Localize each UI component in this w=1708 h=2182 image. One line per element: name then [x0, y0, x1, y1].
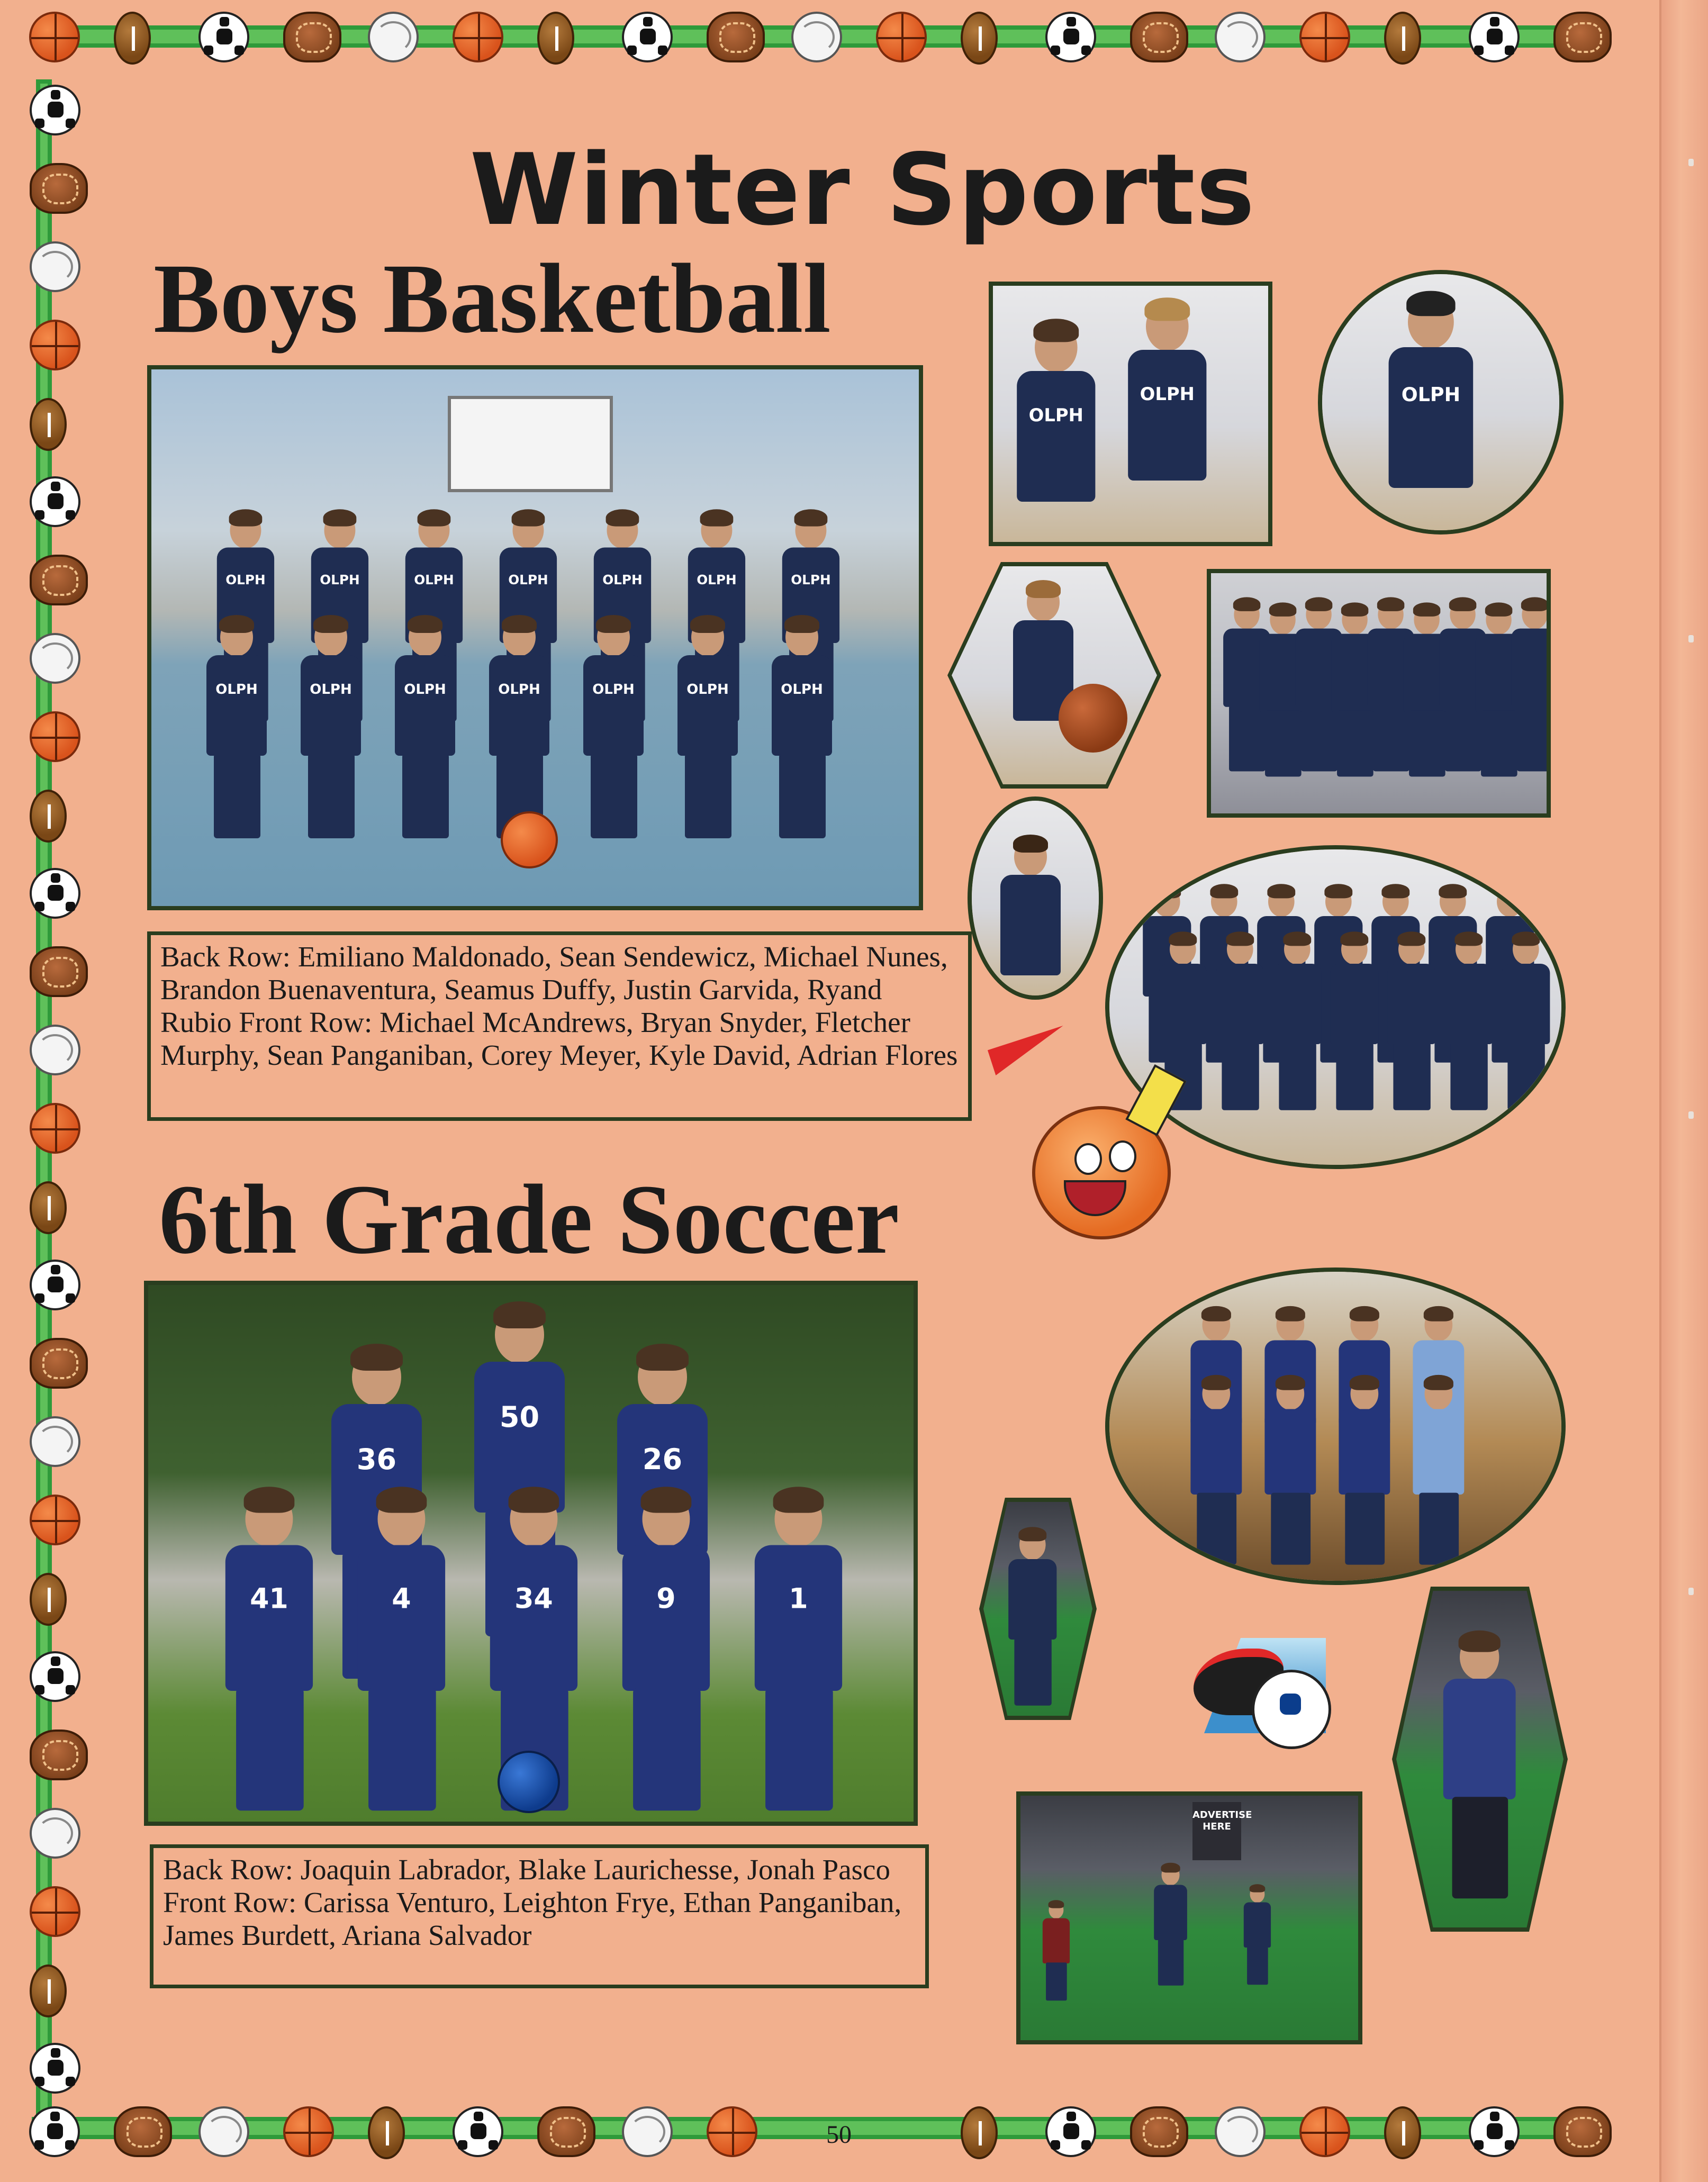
- soccer-ball-icon: [622, 12, 673, 62]
- baseball-glove-icon: [30, 555, 88, 605]
- player: [1243, 1886, 1271, 1986]
- volleyball-icon: [30, 1025, 80, 1075]
- soccer-ball-icon: [1469, 2106, 1520, 2157]
- football-icon: [961, 2106, 998, 2159]
- baseball-glove-icon: [283, 12, 341, 62]
- volleyball-icon: [368, 12, 419, 62]
- volleyball-icon: [791, 12, 842, 62]
- baseball-glove-icon: [30, 163, 88, 214]
- player: OLPH: [498, 512, 558, 723]
- player: [1411, 1378, 1465, 1567]
- basketball-action-photo-3: [947, 562, 1161, 789]
- basketball-icon: [876, 12, 927, 62]
- basketball-action-photo-1: [989, 282, 1272, 546]
- player: OLPH: [675, 618, 739, 840]
- player: [1263, 1378, 1317, 1567]
- basketball-icon: [501, 811, 558, 868]
- football-icon: [1384, 12, 1421, 65]
- soccer-ball-icon: [1045, 12, 1096, 62]
- basketball-team-huddle-photo: [1207, 569, 1551, 818]
- player: OLPH: [487, 618, 550, 840]
- basketball-icon: [453, 12, 503, 62]
- baseball-glove-icon: [1130, 2106, 1188, 2157]
- basketball-icon: [30, 320, 80, 370]
- basketball-icon: [30, 1495, 80, 1545]
- baseball-glove-icon: [1553, 12, 1612, 62]
- basketball-team-photo: [147, 365, 923, 910]
- football-icon: [30, 790, 67, 843]
- baseball-glove-icon: [30, 1338, 88, 1389]
- basketball-icon: [30, 1886, 80, 1937]
- goalie: [1441, 1634, 1517, 1901]
- player: OLPH: [215, 512, 275, 723]
- basketball-icon: [1299, 2106, 1350, 2157]
- volleyball-icon: [1215, 2106, 1266, 2157]
- binding-hole: [1688, 159, 1694, 166]
- binding-hole: [1688, 635, 1694, 642]
- player: OLPH: [1125, 302, 1208, 546]
- page-number: 50: [826, 2121, 852, 2149]
- volleyball-icon: [30, 1808, 80, 1859]
- player: [1386, 934, 1436, 1112]
- baseball-glove-icon: [537, 2106, 595, 2157]
- player: [355, 1491, 447, 1814]
- baseball-glove-icon: [1553, 2106, 1612, 2157]
- player: [1443, 934, 1494, 1112]
- advertise-sign: ADVERTISE HERE: [1192, 1802, 1241, 1860]
- basketball-action-photo-2: [1318, 270, 1564, 535]
- baseball-glove-icon: [707, 12, 765, 62]
- binding-hole: [1688, 1111, 1694, 1119]
- basketball-icon: [707, 2106, 757, 2157]
- jersey-number: 4: [392, 1583, 411, 1615]
- jersey-number: 1: [789, 1583, 808, 1615]
- basketball-caption: Back Row: Emiliano Maldonado, Sean Sendewicz, Michael Nunes, Brandon Buenaventura, Seamus Duffy, Justin Garvida, Ryand Rubio Front Row: Michael McAndrews, Bryan Snyder, Fletcher Murphy, Sean Panganiban, Corey Meyer, Kyle David, Adrian Flores: [147, 931, 972, 1121]
- volleyball-icon: [30, 241, 80, 292]
- soccer-caption: Back Row: Joaquin Labrador, Blake Laurichesse, Jonah Pasco Front Row: Carissa Venturo, Leighton Frye, Ethan Panganiban, James Burdett, Ariana Salvador: [150, 1844, 929, 1988]
- volleyball-icon: [198, 2106, 249, 2157]
- basketball-icon: [1299, 12, 1350, 62]
- player: OLPH: [393, 618, 456, 840]
- football-icon: [368, 2106, 405, 2159]
- basketball-icon: [30, 1103, 80, 1154]
- player: OLPH: [592, 512, 652, 723]
- player: OLPH: [309, 512, 369, 723]
- soccer-action-photo-1: [979, 1498, 1097, 1720]
- soccer-ball-icon: [1045, 2106, 1096, 2157]
- player: [752, 1491, 844, 1814]
- basketball-icon: [29, 12, 80, 62]
- player: OLPH: [780, 512, 841, 723]
- soccer-ball-icon: [1252, 1670, 1331, 1749]
- jersey-number: 36: [356, 1444, 397, 1477]
- basketball-backboard: [448, 396, 613, 492]
- page-edge: [1659, 0, 1708, 2182]
- basketball-player-portrait: [968, 796, 1103, 1000]
- player: [1007, 1529, 1058, 1707]
- player: [222, 1491, 314, 1814]
- room-background: [1109, 1272, 1561, 1581]
- basketball-mascot-clipart: [984, 1037, 1207, 1260]
- player: OLPH: [204, 618, 268, 840]
- jersey-number: 50: [499, 1401, 540, 1434]
- football-icon: [30, 398, 67, 451]
- football-icon: [30, 1181, 67, 1234]
- jersey-number: 41: [250, 1583, 288, 1615]
- baseball-glove-icon: [30, 946, 88, 997]
- baseball-glove-icon: [114, 2106, 172, 2157]
- player: [1189, 1378, 1243, 1567]
- volleyball-icon: [30, 633, 80, 684]
- player: [1329, 934, 1379, 1112]
- player: OLPH: [403, 512, 464, 723]
- football-icon: [537, 12, 574, 65]
- basketball-icon: [1059, 684, 1127, 753]
- player: [1510, 600, 1551, 773]
- basketball-heading: Boys Basketball: [153, 243, 831, 354]
- soccer-ball-icon: [453, 2106, 503, 2157]
- football-icon: [114, 12, 151, 65]
- player: OLPH: [581, 618, 645, 840]
- soccer-ball-icon: [30, 476, 80, 527]
- volleyball-icon: [30, 1416, 80, 1467]
- basketball-icon: [283, 2106, 334, 2157]
- player: [1271, 934, 1322, 1112]
- player: OLPH: [299, 618, 362, 840]
- player: [1500, 934, 1551, 1112]
- player: [1337, 1378, 1391, 1567]
- soccer-ball-icon: [30, 1651, 80, 1702]
- soccer-goalie-photo: [1392, 1587, 1568, 1932]
- soccer-cleat-clipart: [1194, 1627, 1336, 1744]
- soccer-ball-icon: [29, 2106, 80, 2157]
- jersey-number: 34: [514, 1583, 553, 1615]
- soccer-ball-icon: [30, 2043, 80, 2094]
- jersey-number: 26: [642, 1444, 683, 1477]
- football-icon: [1384, 2106, 1421, 2159]
- soccer-indoor-game-photo: [1016, 1791, 1362, 2044]
- player: OLPH: [1386, 295, 1475, 535]
- soccer-ball-icon: [198, 12, 249, 62]
- jersey-number: 9: [656, 1583, 676, 1615]
- soccer-ball-icon: [30, 1260, 80, 1310]
- soccer-ball-icon: [1469, 12, 1520, 62]
- football-icon: [30, 1573, 67, 1626]
- volleyball-icon: [622, 2106, 673, 2157]
- player: [1011, 583, 1074, 789]
- soccer-ball-icon: [30, 85, 80, 135]
- player: [1214, 934, 1265, 1112]
- soccer-team-photo: [144, 1281, 918, 1826]
- baseball-glove-icon: [1130, 12, 1188, 62]
- player: OLPH: [1014, 323, 1097, 546]
- baseball-glove-icon: [30, 1730, 88, 1780]
- pennant-flag-icon: [988, 1026, 1071, 1075]
- player: [998, 838, 1062, 1000]
- football-icon: [30, 1964, 67, 2017]
- player: [1153, 1864, 1188, 1987]
- football-icon: [961, 12, 998, 65]
- mascot-eye: [1109, 1140, 1136, 1172]
- mascot-eye: [1074, 1143, 1102, 1175]
- soccer-ball-icon: [498, 1751, 560, 1813]
- player: OLPH: [770, 618, 833, 840]
- player: [619, 1491, 711, 1814]
- player: [1042, 1902, 1070, 2002]
- soccer-heading: 6th Grade Soccer: [159, 1164, 900, 1274]
- player: OLPH: [686, 512, 746, 723]
- basketball-icon: [30, 711, 80, 762]
- page-title: Winter Sports: [469, 132, 1256, 247]
- binding-hole: [1688, 1588, 1694, 1595]
- soccer-ball-icon: [30, 868, 80, 919]
- volleyball-icon: [1215, 12, 1266, 62]
- soccer-awards-photo: [1105, 1267, 1566, 1585]
- turf-background: [1020, 1796, 1358, 2040]
